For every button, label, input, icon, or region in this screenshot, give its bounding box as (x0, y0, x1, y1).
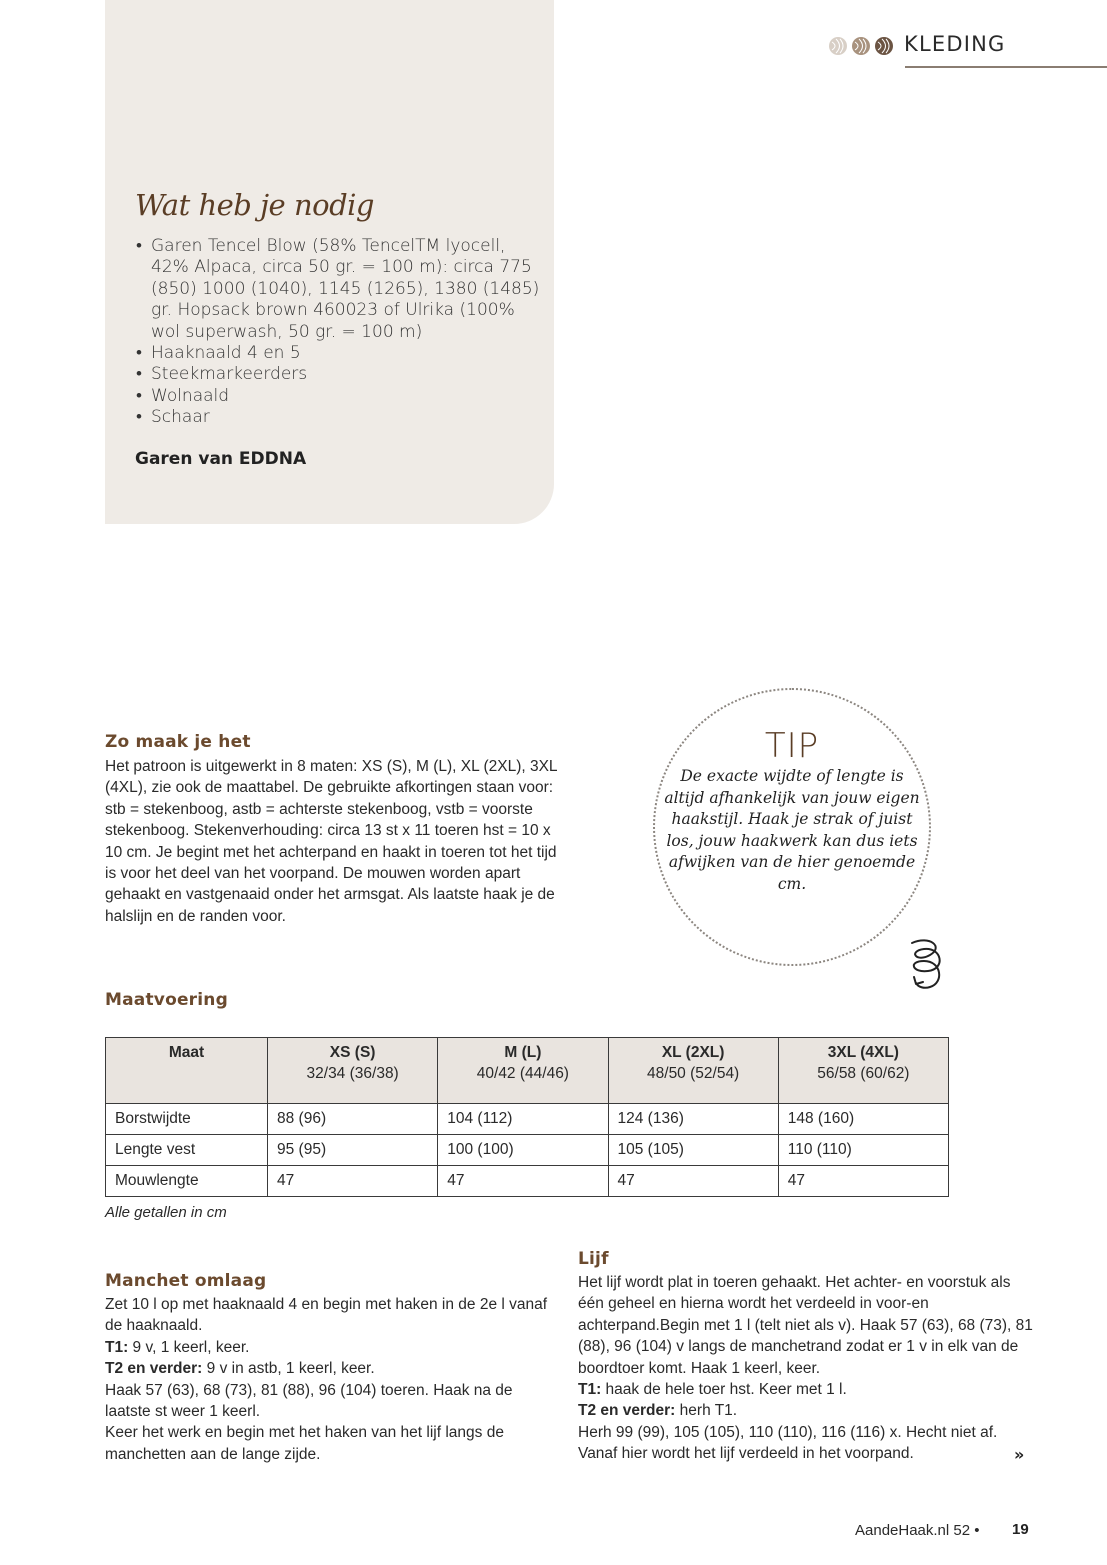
body-row-2: T2 en verder: herh T1. (578, 1402, 738, 1420)
table-cell: 47 (778, 1166, 948, 1197)
table-cell: 47 (438, 1166, 608, 1197)
list-item: • Garen Tencel Blow (58% TencelTM lyocell, 42% Alpaca, circa 50 gr. = 100 m): circa 775 (850) 1000 (1040), 1145 (1265), 1380 (1485) gr. Hopsack brown 460023 of Ulrika (100% wol superwash, 50 gr. = 100 m) (135, 236, 545, 343)
table-cell: 47 (268, 1166, 438, 1197)
table-header-cell: 3XL (4XL) 56/58 (60/62) (778, 1038, 948, 1104)
table-row (106, 1135, 949, 1166)
body-paragraph: Herh 99 (99), 105 (105), 110 (110), 116 (116) x. Hecht niet af. Vanaf hier wordt het lijf verdeeld in het voorpand. (578, 1423, 998, 1463)
table-cell: 88 (96) (268, 1104, 438, 1135)
table-cell: 47 (608, 1166, 778, 1197)
sizes-heading: Maatvoering (105, 990, 228, 1010)
swirl-arrow-icon (900, 935, 950, 1000)
cuff-paragraph: Keer het werk en begin met het haken van het lijf langs de manchetten aan de lange zijde. (105, 1424, 504, 1463)
yarn-balls-icon (828, 36, 896, 56)
header-divider (905, 66, 1107, 68)
body-paragraph: Het lijf wordt plat in toeren gehaakt. Het achter- en voorstuk als één geheel en hierna wordt het verdeeld in voor-en achterpand.Begin met 1 l (telt niet als v). Haak 57 (63), 68 (73), 81 (88), 96 (104) v langs de manchetrand zodat er 1 v in elk van de boordtoer komt. Haak 1 keerl, keer. (578, 1274, 1033, 1377)
table-row (106, 1166, 949, 1197)
table-cell: 95 (95) (268, 1135, 438, 1166)
cuff-heading: Manchet omlaag (105, 1271, 267, 1291)
continue-icon: » (1014, 1445, 1025, 1464)
list-item: • Wolnaald (135, 386, 545, 407)
body-heading: Lijf (578, 1249, 609, 1269)
table-cell: 110 (110) (778, 1135, 948, 1166)
page-number: 19 (1012, 1521, 1029, 1538)
cuff-paragraph: Zet 10 l op met haaknaald 4 en begin met haken in de 2e l vanaf de haaknaald. (105, 1296, 548, 1335)
cuff-paragraph: Haak 57 (63), 68 (73), 81 (88), 96 (104) toeren. Haak na de laatste st weer 1 keerl. (105, 1381, 513, 1421)
cuff-instructions (105, 1294, 555, 1465)
table-cell: 104 (112) (438, 1104, 608, 1135)
section-label: KLEDING (904, 32, 1006, 56)
footer-separator: • (974, 1522, 980, 1539)
table-cell: Lengte vest (106, 1135, 268, 1166)
table-note: Alle getallen in cm (105, 1204, 227, 1221)
table-cell: 124 (136) (608, 1104, 778, 1135)
howto-paragraph: Het patroon is uitgewerkt in 8 maten: XS (S), M (L), XL (2XL), 3XL (4XL), zie ook de maattabel. De gebruikte afkortingen staan voor: stb = stekenboog, astb = achterste stekenboog, vstb = voorste stekenboog. Stekenverhouding: circa 13 st x 11 toeren hst = 10 x 10 cm. Je begint met het achterpand en haakt in toeren tot het tijd is voor het deel van het voorpand. De mouwen worden apart gehaakt en vastgenaaid onder het armsgat. Als laatste haak je de halslijn en de randen voor. (105, 758, 557, 925)
table-row (106, 1104, 949, 1135)
list-item: • Steekmarkeerders (135, 364, 545, 385)
requirements-title: Wat heb je nodig (135, 188, 374, 222)
cuff-row-2: T2 en verder: 9 v in astb, 1 keerl, keer. (105, 1360, 375, 1378)
list-item: • Haaknaald 4 en 5 (135, 343, 545, 364)
footer-magazine: AandeHaak.nl 52 • (855, 1522, 980, 1539)
table-cell: 148 (160) (778, 1104, 948, 1135)
table-header-cell: Maat (106, 1038, 268, 1104)
table-header-cell: XS (S) 32/34 (36/38) (268, 1038, 438, 1104)
table-header-cell: XL (2XL) 48/50 (52/54) (608, 1038, 778, 1104)
requirements-list (135, 236, 545, 429)
table-header-cell: M (L) 40/42 (44/46) (438, 1038, 608, 1104)
table-cell: Mouwlengte (106, 1166, 268, 1197)
howto-heading: Zo maak je het (105, 732, 251, 752)
size-table (105, 1037, 949, 1197)
table-cell: 100 (100) (438, 1135, 608, 1166)
body-row-1: T1: haak de hele toer hst. Keer met 1 l. (578, 1381, 847, 1399)
tip-title: TIP (764, 726, 820, 766)
table-header-row (106, 1038, 949, 1104)
table-cell: 105 (105) (608, 1135, 778, 1166)
list-item: • Schaar (135, 407, 545, 428)
tip-text: De exacte wijdte of lengte is altijd afhankelijk van jouw eigen haakstijl. Haak je strak of juist los, jouw haakwerk kan dus iets afwijken van de hier genoemde cm. (664, 767, 920, 893)
yarn-supplier: Garen van EDDNA (135, 449, 307, 469)
cuff-row-1: T1: 9 v, 1 keerl, keer. (105, 1338, 250, 1356)
body-instructions (578, 1272, 1038, 1465)
table-cell: Borstwijdte (106, 1104, 268, 1135)
